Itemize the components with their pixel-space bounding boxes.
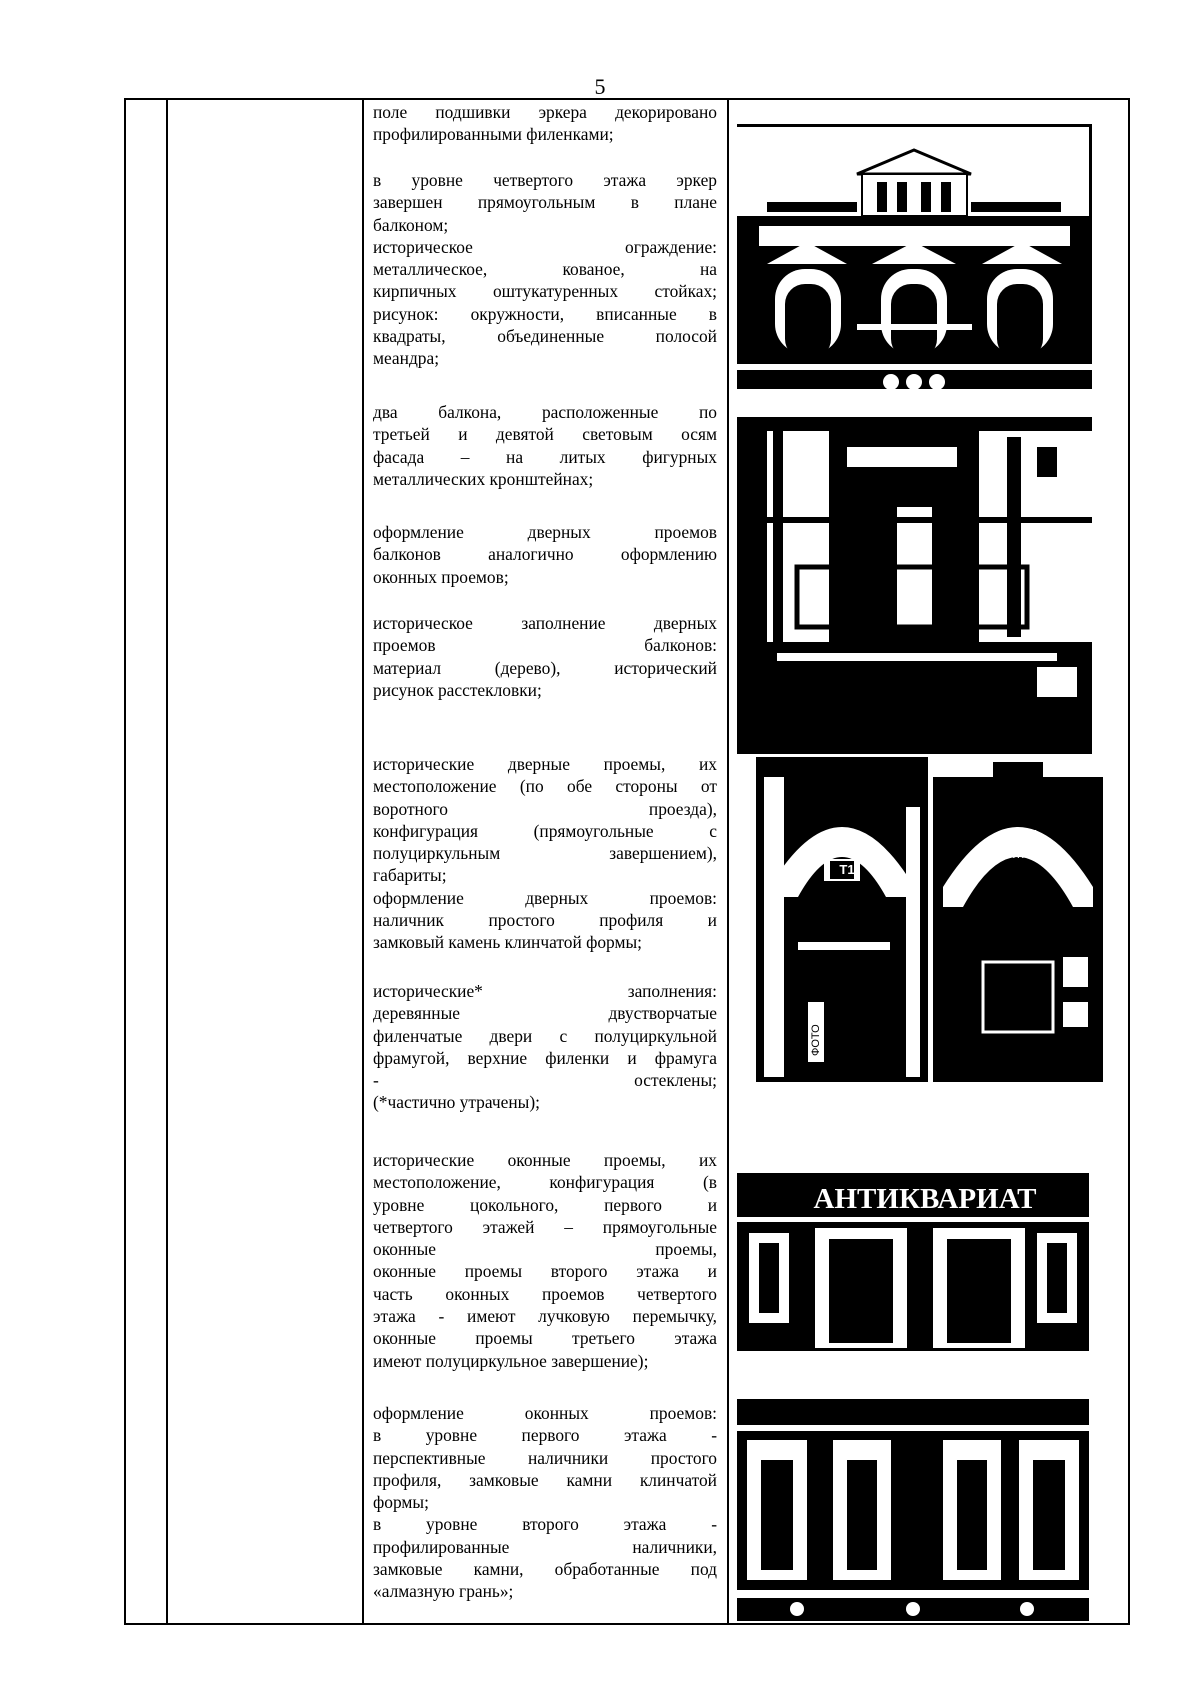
text-line: деревянные двустворчатые: [373, 1003, 717, 1024]
text-line: имеют полуциркульное завершение);: [373, 1350, 649, 1371]
text-line: металлическое, кованое, на: [373, 259, 717, 280]
text-line: балконов аналогично оформлению: [373, 544, 717, 565]
text-line: воротного проезда),: [373, 798, 717, 819]
text-bay-balcony: [373, 169, 717, 370]
text-line: поле подшивки эркера декорировано: [373, 102, 717, 122]
text-line: габариты;: [373, 865, 447, 886]
text-line: профилированными филенками;: [373, 124, 614, 145]
text-line: квадраты, объединенные полосой: [373, 326, 717, 347]
door-right-sign-line2: КОПИЦЕНТР: [993, 841, 1043, 850]
text-balcony-doors: [373, 521, 717, 588]
text-line: профиля, замковые камни клинчатой: [373, 1469, 717, 1490]
text-line: «алмазную грань»;: [373, 1581, 514, 1602]
photo-door-right: [933, 757, 1103, 1082]
text-line: оконные проемы,: [373, 1239, 717, 1260]
text-line: два балкона, расположенные по: [373, 402, 717, 422]
text-line: оконных проемов;: [373, 566, 509, 587]
text-balcony-door-fill: [373, 612, 717, 701]
text-line: - остеклены;: [373, 1070, 717, 1091]
page-number: 5: [594, 74, 606, 99]
text-line: третьей и девятой световым осям: [373, 424, 717, 445]
text-line: рисунок: окружности, вписанные в: [373, 303, 717, 324]
door-right-sign-line1: 2 ЭТАЖ: [999, 829, 1037, 840]
text-window-design: [373, 1402, 717, 1603]
text-line: оформление дверных проемов: [373, 522, 717, 542]
text-line: формы;: [373, 1492, 429, 1513]
text-line: в уровне второго этажа -: [373, 1514, 717, 1535]
photo-shop-antikvariat: [737, 1173, 1089, 1366]
text-line: четвертого этажей – прямоугольные: [373, 1216, 717, 1237]
table-column-divider: [727, 100, 729, 1623]
text-line: историческое заполнение дверных: [373, 613, 717, 633]
text-door-fills: [373, 980, 717, 1114]
photo-balcony: [737, 417, 1092, 754]
text-line: замковый камень клинчатой формы;: [373, 932, 643, 953]
text-line: в уровне четвертого этажа эркер: [373, 170, 717, 190]
photo-bay-window: [737, 124, 1092, 389]
table-column-divider: [362, 100, 364, 1623]
text-line: оконные проемы третьего этажа: [373, 1328, 717, 1349]
door-left-vertical-text: ФОТО: [810, 1024, 822, 1056]
text-line: местоположение (по обе стороны от: [373, 776, 717, 797]
text-line: металлических кронштейнах;: [373, 468, 594, 489]
door-right-sign-line3: ТИПОГРАФИЯ: [990, 851, 1046, 860]
text-line: фасада – на литых фигурных: [373, 446, 717, 467]
text-line: часть оконных проемов четвертого: [373, 1283, 717, 1304]
text-door-openings: [373, 753, 717, 954]
text-bay-ceiling: [373, 101, 717, 146]
text-line: оформление дверных проемов:: [373, 887, 717, 908]
text-line: историческое ограждение:: [373, 236, 717, 257]
text-line: этажа - имеют лучковую перемычку,: [373, 1306, 717, 1327]
door-left-sign: Т1: [839, 862, 855, 877]
text-line: полуциркульным завершением),: [373, 843, 717, 864]
table-column-divider: [166, 100, 168, 1623]
text-line: филенчатые двери с полуциркульной: [373, 1025, 717, 1046]
text-line: уровне цокольного, первого и: [373, 1194, 717, 1215]
text-line: оконные проемы второго этажа и: [373, 1261, 717, 1282]
text-line: завершен прямоугольным в плане: [373, 192, 717, 213]
text-line: исторические оконные проемы, их: [373, 1150, 717, 1170]
text-line: конфигурация (прямоугольные с: [373, 820, 717, 841]
text-window-openings: [373, 1149, 717, 1372]
text-line: оформление оконных проемов:: [373, 1403, 717, 1423]
text-line: исторические* заполнения:: [373, 981, 717, 1001]
text-line: в уровне первого этажа -: [373, 1425, 717, 1446]
text-line: перспективные наличники простого: [373, 1447, 717, 1468]
text-line: местоположение, конфигурация (в: [373, 1172, 717, 1193]
text-line: замковые камни, обработанные под: [373, 1559, 717, 1580]
text-line: исторические дверные проемы, их: [373, 754, 717, 774]
text-line: кирпичных оштукатуренных стойках;: [373, 281, 717, 302]
text-line: меандра;: [373, 348, 440, 369]
text-line: фрамугой, верхние филенки и фрамуга: [373, 1047, 717, 1068]
shop-sign: АНТИКВАРИАТ: [813, 1183, 1037, 1215]
text-two-balconies: [373, 401, 717, 490]
photo-facade-windows: [737, 1385, 1089, 1621]
text-line: профилированные наличники,: [373, 1536, 717, 1557]
text-line: рисунок расстекловки;: [373, 679, 542, 700]
text-line: проемов балконов:: [373, 635, 717, 656]
text-line: балконом;: [373, 214, 449, 235]
photo-door-left: [756, 757, 928, 1082]
text-line: (*частично утрачены);: [373, 1092, 540, 1113]
text-line: наличник простого профиля и: [373, 910, 717, 931]
text-line: материал (дерево), исторический: [373, 657, 717, 678]
